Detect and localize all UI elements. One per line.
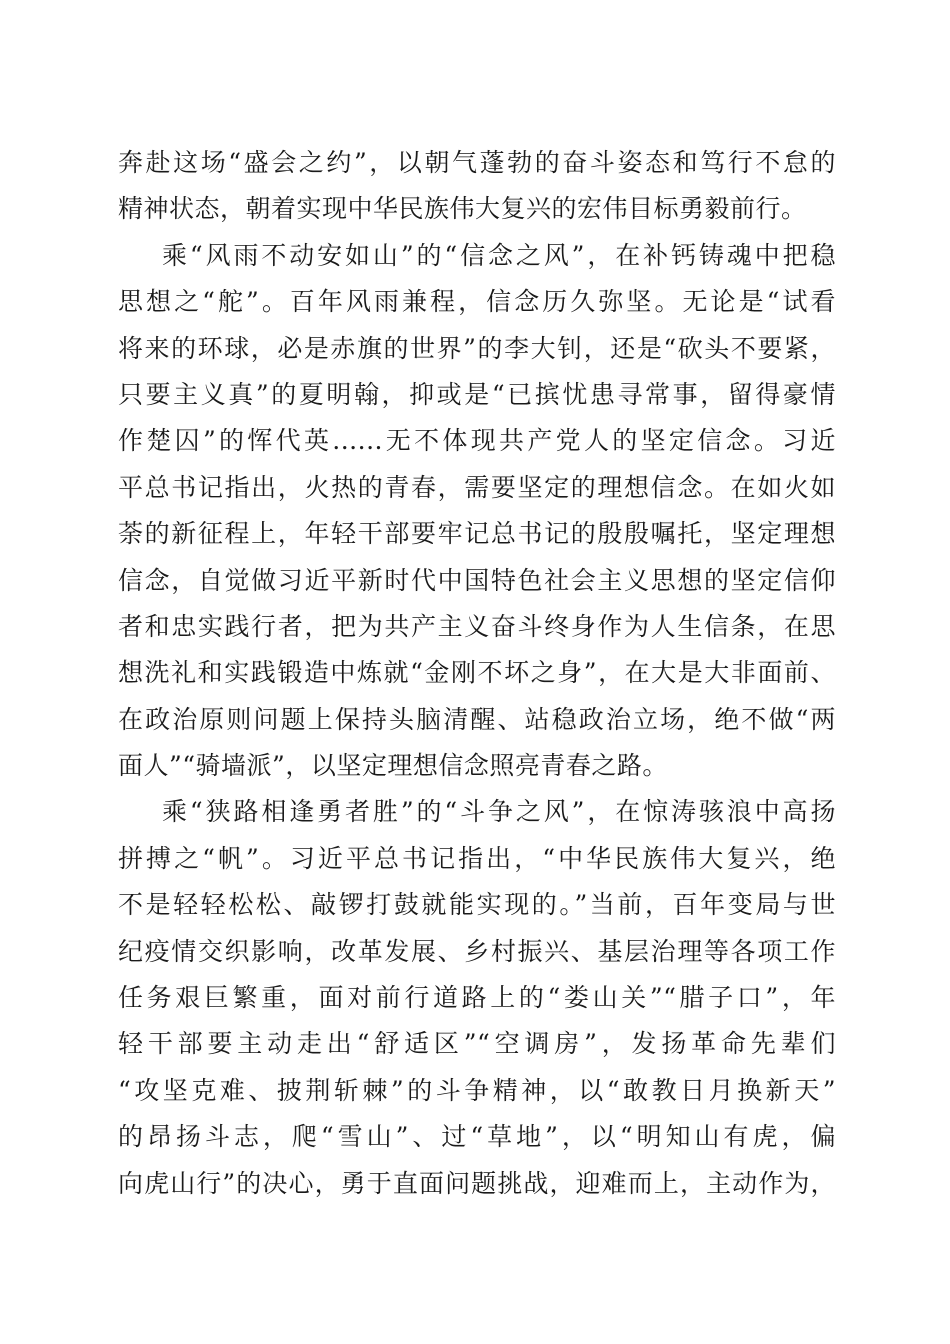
text-line: 将来的环球，必是赤旗的世界”的李大钊，还是“砍头不要紧，	[118, 333, 836, 363]
text-line: 面人”“骑墙派”，以坚定理想信念照亮青春之路。	[118, 751, 668, 781]
text-line: 思想之“舵”。百年风雨兼程，信念历久弥坚。无论是“试看	[118, 287, 836, 317]
text-line: 信念，自觉做习近平新时代中国特色社会主义思想的坚定信仰	[118, 565, 836, 595]
text-line: 精神状态，朝着实现中华民族伟大复兴的宏伟目标勇毅前行。	[118, 194, 807, 224]
text-line: 平总书记指出，火热的青春，需要坚定的理想信念。在如火如	[118, 472, 836, 502]
text-line: 者和忠实践行者，把为共产主义奋斗终身作为人生信条，在思	[118, 611, 836, 641]
text-line: 想洗礼和实践锻造中炼就“金刚不坏之身”，在大是大非面前、	[118, 658, 836, 688]
text-line: 拼搏之“帆”。习近平总书记指出，“中华民族伟大复兴，绝	[118, 843, 836, 873]
text-line: 不是轻轻松松、敲锣打鼓就能实现的。”当前，百年变局与世	[118, 890, 836, 920]
text-line: 任务艰巨繁重，面对前行道路上的“娄山关”“腊子口”，年	[118, 983, 836, 1013]
paragraph-start-line: 乘“狭路相逢勇者胜”的“斗争之风”，在惊涛骇浪中高扬	[162, 797, 836, 827]
text-line: 纪疫情交织影响，改革发展、乡村振兴、基层治理等各项工作	[118, 936, 836, 966]
text-line: 作楚囚”的恽代英......无不体现共产党人的坚定信念。习近	[118, 426, 836, 456]
paragraph-start-line: 乘“风雨不动安如山”的“信念之风”，在补钙铸魂中把稳	[162, 240, 836, 270]
text-line: 在政治原则问题上保持头脑清醒、站稳政治立场，绝不做“两	[118, 704, 836, 734]
text-line: 荼的新征程上，年轻干部要牢记总书记的殷殷嘱托，坚定理想	[118, 519, 836, 549]
text-line: “攻坚克难、披荆斩棘”的斗争精神，以“敢教日月换新天”	[118, 1075, 836, 1105]
text-line: 只要主义真”的夏明翰，抑或是“已摈忧患寻常事，留得豪情	[118, 379, 836, 409]
text-line: 轻干部要主动走出“舒适区”“空调房”，发扬革命先辈们	[118, 1029, 836, 1059]
body-text	[118, 140, 836, 1207]
text-line: 奔赴这场“盛会之约”，以朝气蓬勃的奋斗姿态和笃行不怠的	[118, 148, 836, 177]
text-line: 向虎山行”的决心，勇于直面问题挑战，迎难而上，主动作为，	[118, 1168, 836, 1198]
text-line: 的昂扬斗志，爬“雪山”、过“草地”，以“明知山有虎，偏	[118, 1122, 836, 1152]
